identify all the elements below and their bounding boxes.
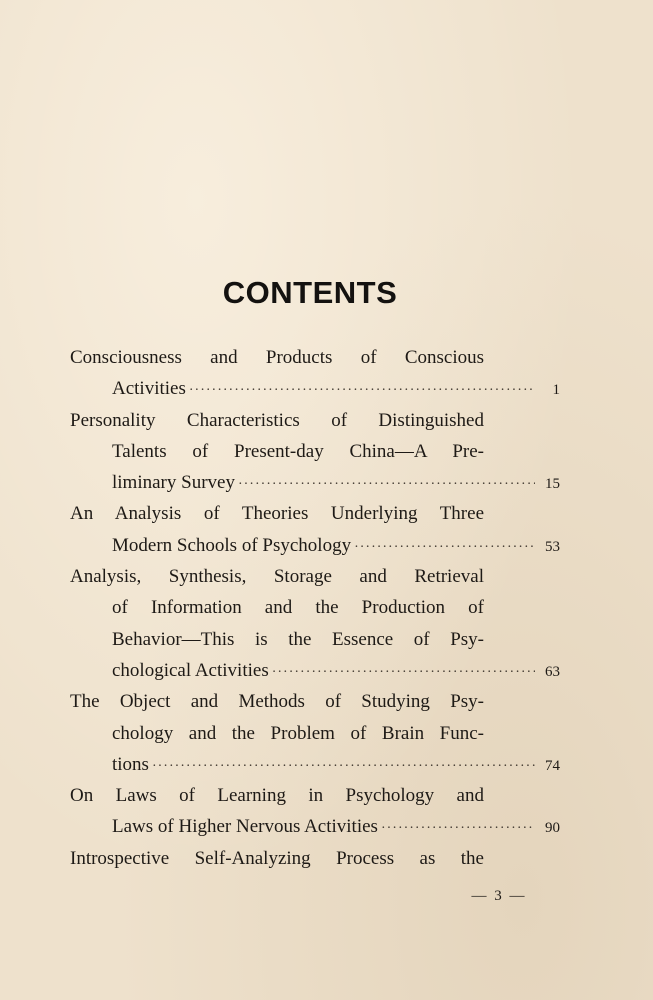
- toc-line: [70, 780, 560, 811]
- toc-line: [70, 373, 560, 404]
- toc-entry-title: tions: [112, 753, 149, 775]
- toc-page-number: 53: [545, 538, 560, 555]
- toc-line: [70, 749, 560, 780]
- toc-entry-title: The Object and Methods of Studying Psy-: [70, 691, 484, 713]
- toc-page-number: 74: [545, 757, 560, 774]
- toc-entry-title: Introspective Self-Analyzing Process as the: [70, 847, 484, 869]
- toc-entry-title: Consciousness and Products of Conscious: [70, 347, 484, 368]
- toc-line: [70, 467, 560, 498]
- toc-entry-title: Modern Schools of Psychology: [112, 534, 352, 556]
- toc-line: [70, 436, 560, 467]
- toc-entry-title: Behavior—This is the Essence of Psy-: [112, 628, 484, 650]
- toc-line: [70, 655, 560, 686]
- toc-page-number: 63: [545, 663, 560, 680]
- toc-line: [70, 342, 560, 373]
- toc-line: [70, 686, 560, 717]
- toc-line: [70, 843, 560, 874]
- toc-line: [70, 718, 560, 749]
- dot-leader: [189, 375, 535, 406]
- toc-page-number: 90: [545, 820, 560, 837]
- toc-line: [70, 811, 560, 842]
- toc-line: [70, 561, 560, 592]
- toc-entry-title: Activities: [112, 378, 186, 400]
- toc-line: [70, 592, 560, 623]
- toc-entry-title: An Analysis of Theories Underlying Three: [70, 503, 484, 525]
- dot-leader: [272, 657, 535, 688]
- page-number-footer: — 3 —: [471, 888, 527, 904]
- toc-entry-title: chology and the Problem of Brain Func-: [112, 722, 484, 744]
- page-title: CONTENTS: [222, 275, 398, 310]
- toc-line: [70, 498, 560, 529]
- toc-entry-title: Personality Characteristics of Distinguished: [70, 409, 484, 431]
- toc-line: [70, 624, 560, 655]
- toc-entry-title: of Information and the Production of: [112, 597, 484, 619]
- toc-entry-title: Laws of Higher Nervous Activities: [112, 816, 378, 838]
- toc-line: [70, 530, 560, 561]
- toc-entry-title: chological Activities: [112, 659, 269, 681]
- toc-page-number: 15: [545, 476, 560, 493]
- toc-entry-title: Talents of Present-day China—A Pre-: [112, 440, 484, 462]
- toc-line: [70, 405, 560, 436]
- dot-leader: [381, 813, 535, 844]
- toc-page-number: 1: [552, 382, 560, 399]
- toc-entry-title: Analysis, Synthesis, Storage and Retrieval: [70, 566, 484, 588]
- toc-entry-title: liminary Survey: [112, 472, 235, 494]
- dot-leader: [354, 532, 535, 563]
- dot-leader: [238, 469, 535, 500]
- toc-entry-title: On Laws of Learning in Psychology and: [70, 785, 484, 807]
- dot-leader: [152, 751, 535, 782]
- table-of-contents: [70, 342, 560, 874]
